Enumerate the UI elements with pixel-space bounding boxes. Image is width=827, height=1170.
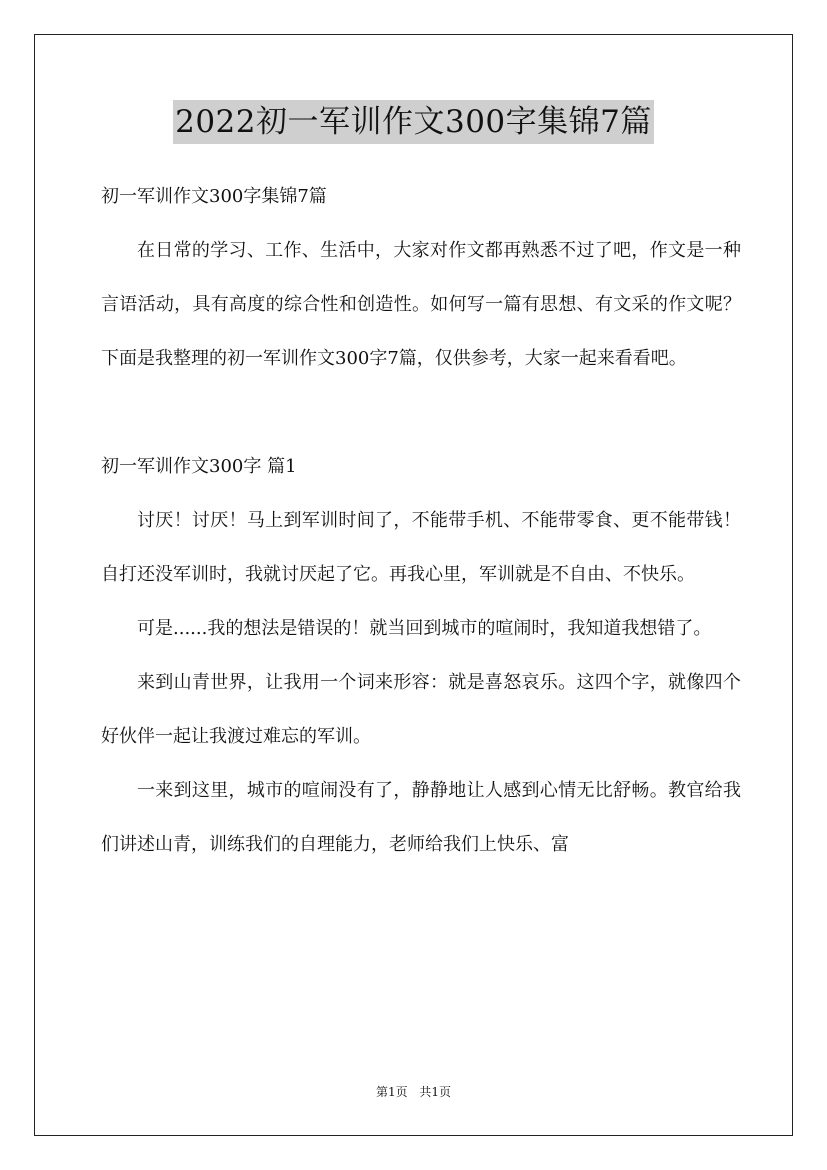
page-number: 第1页 (375, 1085, 408, 1099)
body-paragraph-4: 一来到这里，城市的喧闹没有了，静静地让人感到心情无比舒畅。教官给我们讲述山青，训练我们的自理能力，老师给我们上快乐、富 (101, 780, 741, 855)
total-pages: 共1页 (419, 1085, 452, 1099)
body-paragraph-3: 来到山青世界，让我用一个词来形容：就是喜怒哀乐。这四个字，就像四个好伙伴一起让我渡过难忘的军训。 (101, 672, 741, 747)
title-container (0, 100, 827, 144)
body-paragraph-1: 讨厌！讨厌！马上到军训时间了，不能带手机、不能带零食、更不能带钱！自打还没军训时，我就讨厌起了它。再我心里，军训就是不自由、不快乐。 (101, 510, 741, 585)
document-subtitle: 初一军训作文300字集锦7篇 (101, 186, 327, 207)
document-title: 2022初一军训作文300字集锦7篇 (173, 100, 654, 144)
intro-paragraph: 在日常的学习、工作、生活中，大家对作文都再熟悉不过了吧，作文是一种言语活动，具有高度的综合性和创造性。如何写一篇有思想、有文采的作文呢？下面是我整理的初一军训作文300字7篇，仅供参考，大家一起来看看吧。 (101, 240, 741, 369)
section-heading: 初一军训作文300字 篇1 (101, 456, 297, 477)
section-spacer (101, 386, 741, 440)
body-paragraph-2: 可是......我的想法是错误的！就当回到城市的喧闹时，我知道我想错了。 (137, 618, 712, 639)
page-footer (0, 1082, 827, 1102)
document-body (101, 170, 741, 872)
